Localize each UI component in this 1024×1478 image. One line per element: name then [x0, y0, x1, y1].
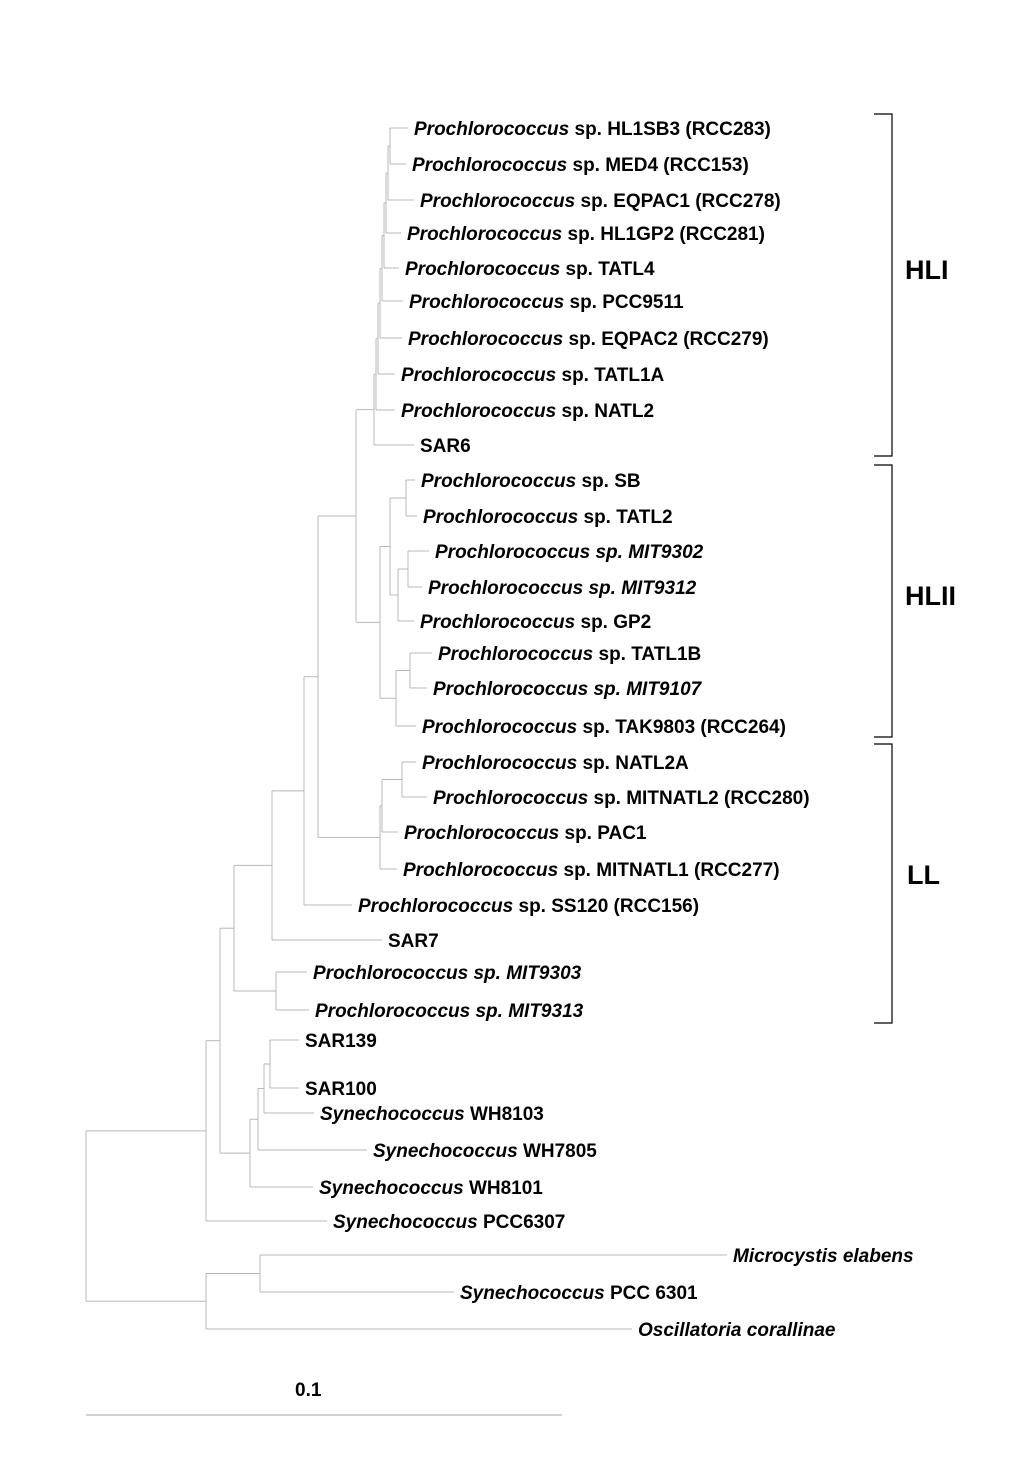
leaf-strain: sp. TATL1A [556, 365, 665, 386]
leaf-genus: Prochlorococcus [420, 191, 576, 212]
leaf-label-pcc6307 [333, 1212, 565, 1233]
leaf-genus: Synechococcus [320, 1104, 465, 1125]
leaf-label-pcc9511 [409, 292, 684, 313]
leaf-strain: WH7805 [517, 1141, 597, 1162]
leaf-genus: Prochlorococcus [405, 259, 561, 280]
leaf-strain: sp. MITNATL1 (RCC277) [558, 860, 780, 881]
leaf-genus: Prochlorococcus [438, 644, 594, 665]
leaf-strain: sp. TATL4 [560, 259, 655, 280]
leaf-genus: Prochlorococcus [422, 753, 578, 774]
leaf-strain: WH8103 [464, 1104, 544, 1125]
leaf-strain: sp. SS120 (RCC156) [513, 896, 700, 917]
leaf-genus: Prochlorococcus [420, 612, 576, 633]
leaf-label-sar139 [305, 1031, 377, 1052]
leaf-genus: Prochlorococcus [422, 717, 578, 738]
leaf-strain: PCC6307 [477, 1212, 566, 1233]
leaf-label-tatl2 [423, 507, 673, 528]
leaf-strain: PCC 6301 [604, 1283, 698, 1304]
leaf-strain: SAR139 [305, 1031, 377, 1052]
clade-label-hli: HLI [905, 255, 949, 285]
leaf-label-mit9302 [435, 542, 704, 563]
clade-bracket-ll [874, 744, 892, 1023]
leaf-label-microcystis [733, 1246, 914, 1267]
leaf-genus: Prochlorococcus sp. MIT9302 [435, 542, 704, 563]
leaf-genus: Prochlorococcus sp. MIT9303 [313, 963, 582, 984]
leaf-strain: sp. TAK9803 (RCC264) [577, 717, 786, 738]
leaf-genus: Prochlorococcus [358, 896, 514, 917]
leaf-label-eqpac1 [420, 191, 781, 212]
leaf-genus: Prochlorococcus [414, 119, 570, 140]
leaf-label-sar100 [305, 1079, 377, 1100]
leaf-label-tatl1b [438, 644, 701, 665]
leaf-strain: sp. TATL1B [593, 644, 702, 665]
leaf-label-med4 [412, 155, 749, 176]
leaf-genus: Prochlorococcus sp. MIT9313 [315, 1001, 584, 1022]
leaf-label-eqpac2 [408, 329, 769, 350]
leaf-strain: sp. NATL2 [556, 401, 655, 422]
leaf-genus: Synechococcus [333, 1212, 478, 1233]
leaf-label-pcc6301 [460, 1283, 698, 1304]
leaf-label-natl2 [401, 401, 654, 422]
leaf-genus: Prochlorococcus [404, 823, 560, 844]
leaf-label-sar7 [388, 931, 439, 952]
leaf-genus: Prochlorococcus [423, 507, 579, 528]
leaf-label-gp2 [420, 612, 651, 633]
leaf-label-natl2a [422, 753, 689, 774]
leaf-genus: Prochlorococcus sp. MIT9312 [428, 578, 697, 599]
scale-bar [86, 1380, 562, 1415]
leaf-genus: Prochlorococcus [433, 788, 589, 809]
clade-label-hlii: HLII [905, 581, 956, 611]
leaf-genus: Prochlorococcus [409, 292, 565, 313]
leaf-labels [305, 119, 914, 1341]
leaf-strain: SAR100 [305, 1079, 377, 1100]
leaf-label-tak9803 [422, 717, 786, 738]
leaf-strain: sp. HL1SB3 (RCC283) [569, 119, 771, 140]
clade-bracket-hli [874, 114, 892, 456]
leaf-strain: sp. PAC1 [559, 823, 647, 844]
leaf-label-ss120 [358, 896, 699, 917]
leaf-label-hl1sb3 [414, 119, 771, 140]
leaf-label-wh8103 [320, 1104, 544, 1125]
leaf-label-mit9312 [428, 578, 697, 599]
clade-bracket-hlii [874, 465, 892, 737]
leaf-genus: Synechococcus [460, 1283, 605, 1304]
leaf-genus: Microcystis elabens [733, 1246, 914, 1267]
leaf-label-pac1 [404, 823, 647, 844]
leaf-label-tatl4 [405, 259, 655, 280]
leaf-genus: Prochlorococcus [408, 329, 564, 350]
leaf-label-wh8101 [319, 1178, 543, 1199]
leaf-genus: Synechococcus [373, 1141, 518, 1162]
leaf-strain: sp. PCC9511 [564, 292, 684, 313]
leaf-genus: Prochlorococcus [401, 365, 557, 386]
leaf-strain: SAR7 [388, 931, 439, 952]
leaf-label-mit9303 [313, 963, 582, 984]
leaf-label-hl1gp2 [407, 224, 765, 245]
leaf-strain: sp. EQPAC1 (RCC278) [575, 191, 781, 212]
leaf-label-oscillatoria [638, 1320, 836, 1341]
leaf-label-tatl1a [401, 365, 665, 386]
leaf-strain: sp. HL1GP2 (RCC281) [562, 224, 765, 245]
leaf-label-sb [421, 471, 641, 492]
leaf-genus: Prochlorococcus [401, 401, 557, 422]
scale-bar-label: 0.1 [295, 1380, 322, 1401]
leaf-genus: Prochlorococcus [407, 224, 563, 245]
leaf-genus: Synechococcus [319, 1178, 464, 1199]
leaf-label-mit9107 [433, 679, 703, 700]
leaf-label-sar6 [420, 436, 471, 457]
leaf-genus: Prochlorococcus [421, 471, 577, 492]
leaf-strain: sp. SB [576, 471, 641, 492]
leaf-label-wh7805 [373, 1141, 597, 1162]
leaf-strain: SAR6 [420, 436, 471, 457]
leaf-strain: sp. NATL2A [577, 753, 689, 774]
leaf-strain: sp. GP2 [575, 612, 652, 633]
leaf-genus: Prochlorococcus [412, 155, 568, 176]
leaf-genus: Oscillatoria corallinae [638, 1320, 836, 1341]
clade-label-ll: LL [907, 860, 940, 890]
leaf-genus: Prochlorococcus [403, 860, 559, 881]
leaf-strain: sp. MITNATL2 (RCC280) [588, 788, 810, 809]
leaf-label-mitnatl1 [403, 860, 780, 881]
leaf-strain: WH8101 [463, 1178, 543, 1199]
leaf-strain: sp. TATL2 [578, 507, 673, 528]
leaf-strain: sp. MED4 (RCC153) [567, 155, 749, 176]
clade-brackets [874, 114, 956, 1023]
leaf-label-mitnatl2 [433, 788, 810, 809]
leaf-genus: Prochlorococcus sp. MIT9107 [433, 679, 702, 700]
leaf-label-mit9313 [315, 1001, 584, 1022]
leaf-strain: sp. EQPAC2 (RCC279) [563, 329, 769, 350]
